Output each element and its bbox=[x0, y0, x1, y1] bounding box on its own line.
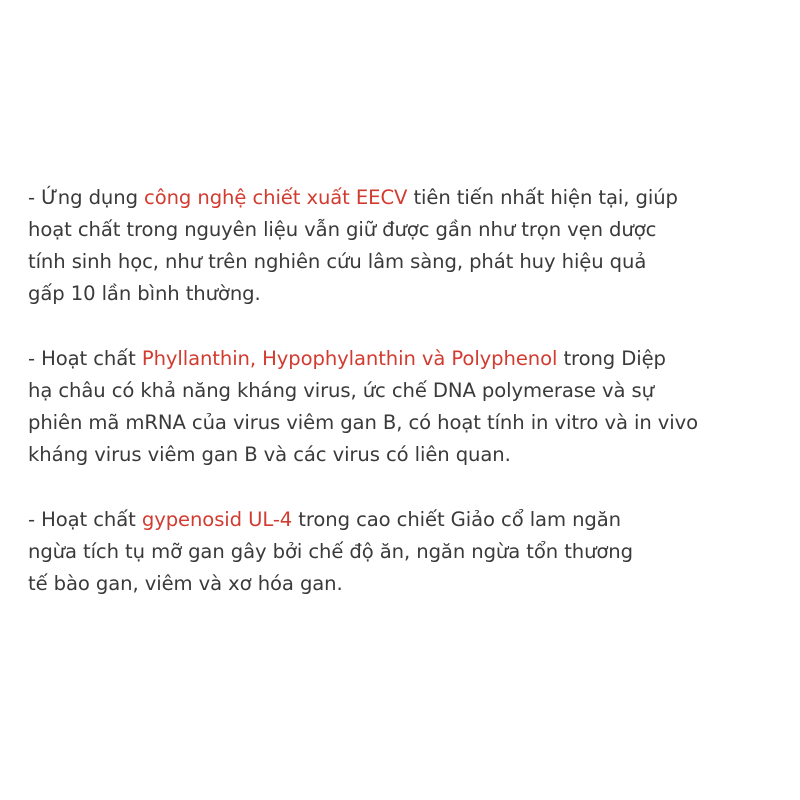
highlight-phyllanthin-compounds: Phyllanthin, Hypophylanthin và Polyphenol bbox=[141, 347, 558, 370]
text-line bbox=[28, 407, 778, 439]
text-run: hạ châu có khả năng kháng virus, ức chế DNA polymerase và sự bbox=[28, 379, 654, 402]
text-line bbox=[28, 246, 778, 278]
text-run: ngừa tích tụ mỡ gan gây bởi chế độ ăn, ngăn ngừa tổn thương bbox=[28, 540, 633, 563]
text-run: hoạt chất trong nguyên liệu vẫn giữ được gần như trọn vẹn dược bbox=[28, 218, 657, 241]
paragraph-gypenosid bbox=[28, 504, 778, 600]
text-run: tiên tiến nhất hiện tại, giúp bbox=[407, 186, 678, 209]
text-line bbox=[28, 504, 778, 536]
text-run: kháng virus viêm gan B và các virus có liên quan. bbox=[28, 443, 511, 466]
paragraph-eecv-technology bbox=[28, 182, 778, 310]
paragraph-phyllanthin bbox=[28, 343, 778, 471]
text-run: trong Diệp bbox=[557, 347, 666, 370]
text-line bbox=[28, 568, 778, 600]
text-line bbox=[28, 278, 778, 310]
text-run: - Hoạt chất bbox=[28, 508, 142, 531]
text-line bbox=[28, 214, 778, 246]
highlight-gypenosid: gypenosid UL-4 bbox=[141, 508, 293, 531]
text-run: gấp 10 lần bình thường. bbox=[28, 282, 261, 305]
text-run: tính sinh học, như trên nghiên cứu lâm sàng, phát huy hiệu quả bbox=[28, 250, 647, 273]
text-line bbox=[28, 536, 778, 568]
text-line bbox=[28, 375, 778, 407]
text-run: tế bào gan, viêm và xơ hóa gan. bbox=[28, 572, 343, 595]
text-line bbox=[28, 439, 778, 471]
text-line bbox=[28, 182, 778, 214]
text-run: phiên mã mRNA của virus viêm gan B, có hoạt tính in vitro và in vivo bbox=[28, 411, 698, 434]
text-run: - Ứng dụng bbox=[28, 186, 145, 209]
text-run: - Hoạt chất bbox=[28, 347, 142, 370]
product-description bbox=[28, 182, 778, 633]
text-run: trong cao chiết Giảo cổ lam ngăn bbox=[292, 508, 621, 531]
text-line bbox=[28, 343, 778, 375]
highlight-eecv-technology: công nghệ chiết xuất EECV bbox=[144, 186, 408, 209]
